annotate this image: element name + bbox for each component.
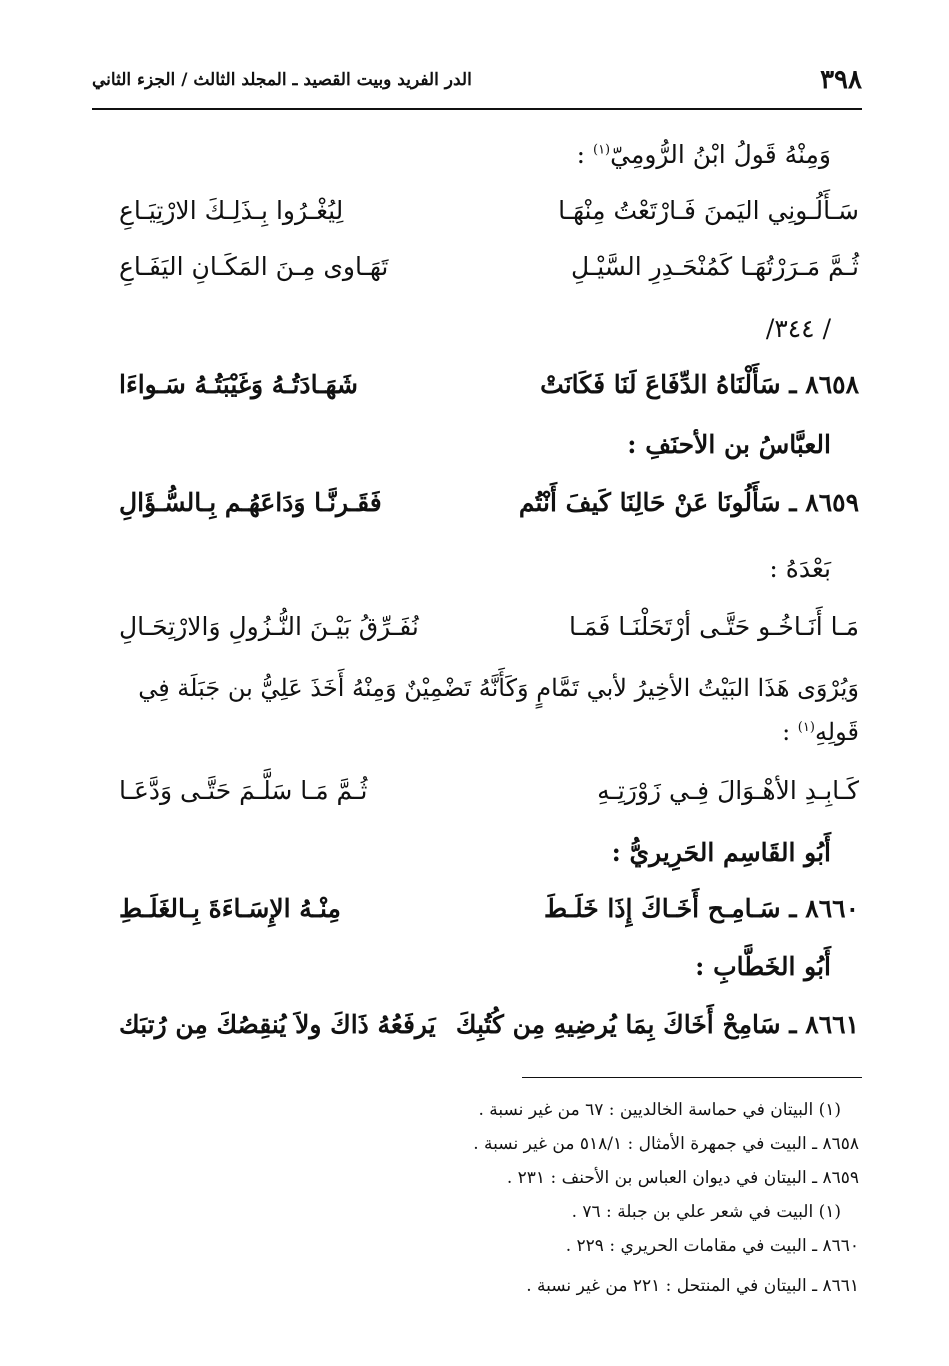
verse-line — [119, 776, 859, 805]
footnote: ٨٦٦١ ـ البيتان في المنتحل : ٢٢١ من غير نسبة . — [526, 1276, 859, 1296]
verse-hemistich-second: مِنْـهُ الإِسَـاءَةَ بِـالغَلَـطِ — [119, 894, 341, 923]
running-title: الدر الفريد وبيت القصيد ـ المجلد الثالث / الجزء الثاني — [92, 70, 472, 90]
poet-heading: العبَّاسُ بن الأحنَفِ : — [627, 430, 831, 459]
footnote: ٨٦٥٩ ـ البيتان في ديوان العباس بن الأحنف : ٢٣١ . — [506, 1168, 859, 1188]
verse-hemistich-first: ٨٦٦١ ـ سَامِحْ أَخَاكَ بِمَا يُرضِيهِ مِن كُتُبِكَ — [455, 1010, 859, 1039]
footnote: (١) البيت في شعر علي بن جبلة : ٧٦ . — [571, 1202, 841, 1222]
footnote-ref: (١) — [797, 720, 815, 735]
verse-hemistich-second: تَهَـاوى مِـنَ المَكَـانِ اليَفَـاعِ — [119, 252, 389, 281]
poet-heading: أَبُو القَاسِم الحَرِيريُّ : — [611, 838, 831, 867]
prose-paragraph: وَيُرْوَى هَذَا البَيْتُ الأخِيرُ لأبي تَمَّامٍ وَكَأَنَّهُ تَضْمِيْنٌ وَمِنْهُ أَخَذَ عَلِيُّ بن جَبَلَة فِي قَولِهِ$^{(١)}$ : — [138, 674, 859, 746]
verse-hemistich-first: ثُـمَّ مَـرَرْتُهَـا كَمُنْحَـدِرِ السَّيْـلِ — [571, 252, 859, 281]
page-header — [92, 60, 862, 100]
verse-hemistich-second: يَرفَعُهُ ذَاكَ ولاَ يُنقِصُكَ مِن رُتبَك — [119, 1010, 436, 1039]
verse-line — [119, 1010, 859, 1039]
footnote-ref: (١) — [592, 142, 611, 158]
verse-hemistich-first: مَـا أَنَـاخُـو حَتَّـى أرْتَحَلْنَـا فَمَـا — [568, 612, 859, 641]
footnote-divider — [522, 1077, 862, 1078]
verse-hemistich-second: فَقَـرنَّـا وَدَاعَهُـم بِـالسُّـؤَالِ — [119, 488, 382, 517]
verse-line — [119, 252, 859, 281]
verse-hemistich-first: ٨٦٥٩ ـ سَأَلُونَا عَنْ حَالِنَا كَيفَ أَنْتُم — [518, 488, 859, 517]
intro-line: وَمِنْهُ قَولُ ابْنُ الرُّومِيّ$^{(١)}$ : — [576, 140, 831, 169]
verse-hemistich-first: سَـأَلُـونِي اليَمنَ فَـارْتَعْتُ مِنْهَـا — [558, 196, 859, 225]
verse-line — [119, 196, 859, 225]
footnote: ٨٦٦٠ ـ البيت في مقامات الحريري : ٢٢٩ . — [565, 1236, 859, 1256]
header-divider — [92, 108, 862, 110]
footnote: ٨٦٥٨ ـ البيت في جمهرة الأمثال : ٥١٨/١ من غير نسبة . — [473, 1134, 859, 1154]
verse-line — [119, 894, 859, 923]
verse-hemistich-second: لِيُغْـرُوا بِـذَلِـكَ الارْتِيَـاعِ — [119, 196, 344, 225]
page-marker: / ٣٤٤/ — [765, 314, 831, 343]
verse-hemistich-first: ٨٦٥٨ ـ سَأَلْنَاهُ الدِّفَاعَ لَنَا فَكَانَتْ — [540, 370, 859, 399]
verse-line — [119, 370, 859, 399]
verse-hemistich-first: كَـابِـدِ الأهْـوَالَ فِـي زَوْرَتِـهِ — [597, 776, 859, 805]
footnote: (١) البيتان في حماسة الخالديين : ٦٧ من غير نسبة . — [478, 1100, 841, 1120]
after-label: بَعْدَهُ : — [769, 554, 831, 583]
verse-hemistich-second: شَهَـادَتُـهُ وَغَيْبَتُـهُ سَـواءَا — [119, 370, 358, 399]
page-number: ٣٩٨ — [820, 65, 862, 95]
verse-line — [119, 488, 859, 517]
poet-heading: أَبُو الخَطَّابِ : — [695, 952, 831, 981]
verse-hemistich-first: ٨٦٦٠ ـ سَـامِـح أَخَـاكَ إِذَا خَلَـطَ — [543, 894, 859, 923]
verse-hemistich-second: نُفَـرِّقُ بَيْـنَ النُّـزُولِ وَالارْتِحَـالِ — [119, 612, 419, 641]
verse-hemistich-second: ثُـمَّ مَـا سَلَّـمَ حَتَّـى وَدَّعَـا — [119, 776, 368, 805]
verse-line — [119, 612, 859, 641]
